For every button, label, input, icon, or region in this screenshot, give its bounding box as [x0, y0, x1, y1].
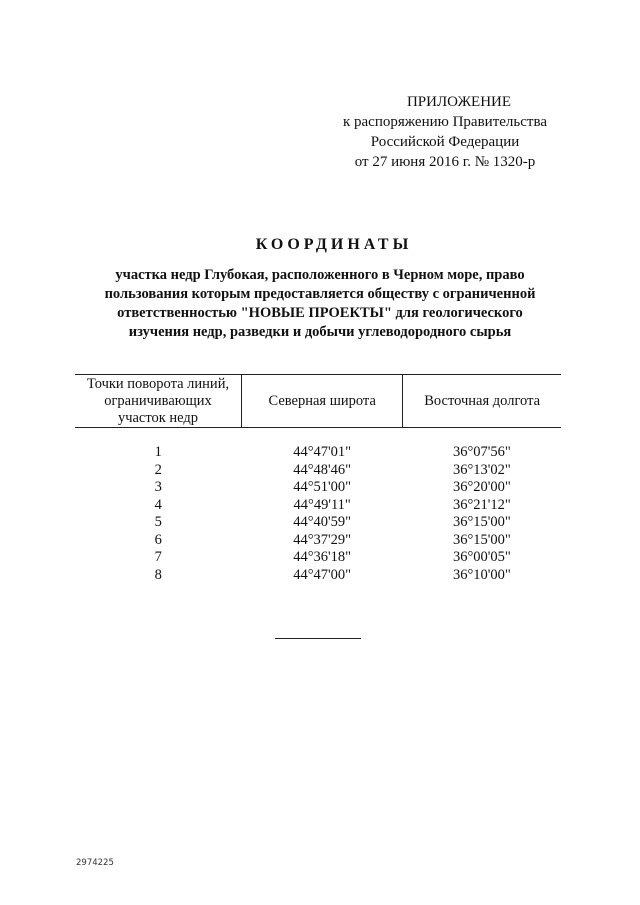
longitude-value: 36°13'02": [453, 461, 511, 478]
appendix-label: ПРИЛОЖЕНИЕ: [406, 94, 512, 110]
document-id: 2974225: [76, 858, 114, 868]
point-number: 7: [154, 549, 162, 566]
point-number: 2: [154, 461, 162, 478]
header-latitude: Северная широта: [242, 375, 403, 428]
longitude-value: 36°15'00": [453, 531, 511, 548]
latitude-value: 44°36'18": [293, 549, 352, 566]
table-row: [75, 497, 561, 515]
appendix-date-number: от 27 июня 2016 г. № 1320-р: [354, 154, 536, 170]
longitude-value: 36°20'00": [453, 479, 511, 496]
document-subtitle: [90, 266, 550, 342]
table-row: [75, 479, 561, 497]
table-spacer: [75, 428, 561, 445]
header-points-line: ограничивающих: [104, 392, 212, 409]
latitude-value: 44°37'29": [293, 531, 352, 548]
point-number: 3: [154, 479, 162, 496]
longitude-value: 36°21'12": [453, 496, 511, 513]
table-row: [75, 549, 561, 567]
subtitle-line: пользования которым предоставляется обществу с ограниченной: [104, 286, 536, 302]
longitude-value: 36°00'05": [453, 549, 511, 566]
appendix-line: Российской Федерации: [370, 134, 520, 150]
latitude-value: 44°51'00": [293, 479, 352, 496]
coordinates-table: [75, 374, 561, 584]
table-row: [75, 462, 561, 480]
longitude-value: 36°07'56": [453, 444, 511, 461]
appendix-header: [330, 92, 560, 172]
header-points: [75, 375, 242, 428]
longitude-value: 36°15'00": [453, 514, 511, 531]
header-longitude: Восточная долгота: [403, 375, 561, 428]
closing-divider: [275, 638, 361, 639]
table-row: [75, 444, 561, 462]
latitude-value: 44°48'46": [293, 461, 352, 478]
subtitle-line: изучения недр, разведки и добычи углеводородного сырья: [128, 324, 512, 340]
latitude-value: 44°47'00": [293, 566, 352, 583]
table-row: [75, 532, 561, 550]
latitude-value: 44°40'59": [293, 514, 352, 531]
subtitle-line: ответственностью "НОВЫЕ ПРОЕКТЫ" для геологического: [117, 305, 523, 321]
table-row: [75, 514, 561, 532]
header-points-line: участок недр: [117, 409, 199, 426]
point-number: 4: [154, 496, 162, 513]
subtitle-line: участка недр Глубокая, расположенного в Черном море, право: [115, 267, 525, 283]
point-number: 6: [154, 531, 162, 548]
document-title: КООРДИНАТЫ: [255, 236, 413, 253]
header-points-line: Точки поворота линий,: [86, 375, 230, 392]
table-header-row: [75, 375, 561, 428]
latitude-value: 44°47'01": [293, 444, 352, 461]
point-number: 8: [154, 566, 162, 583]
appendix-line: к распоряжению Правительства: [342, 114, 547, 130]
latitude-value: 44°49'11": [293, 496, 351, 513]
longitude-value: 36°10'00": [453, 566, 511, 583]
point-number: 5: [154, 514, 162, 531]
point-number: 1: [154, 444, 162, 461]
table-row: [75, 567, 561, 585]
